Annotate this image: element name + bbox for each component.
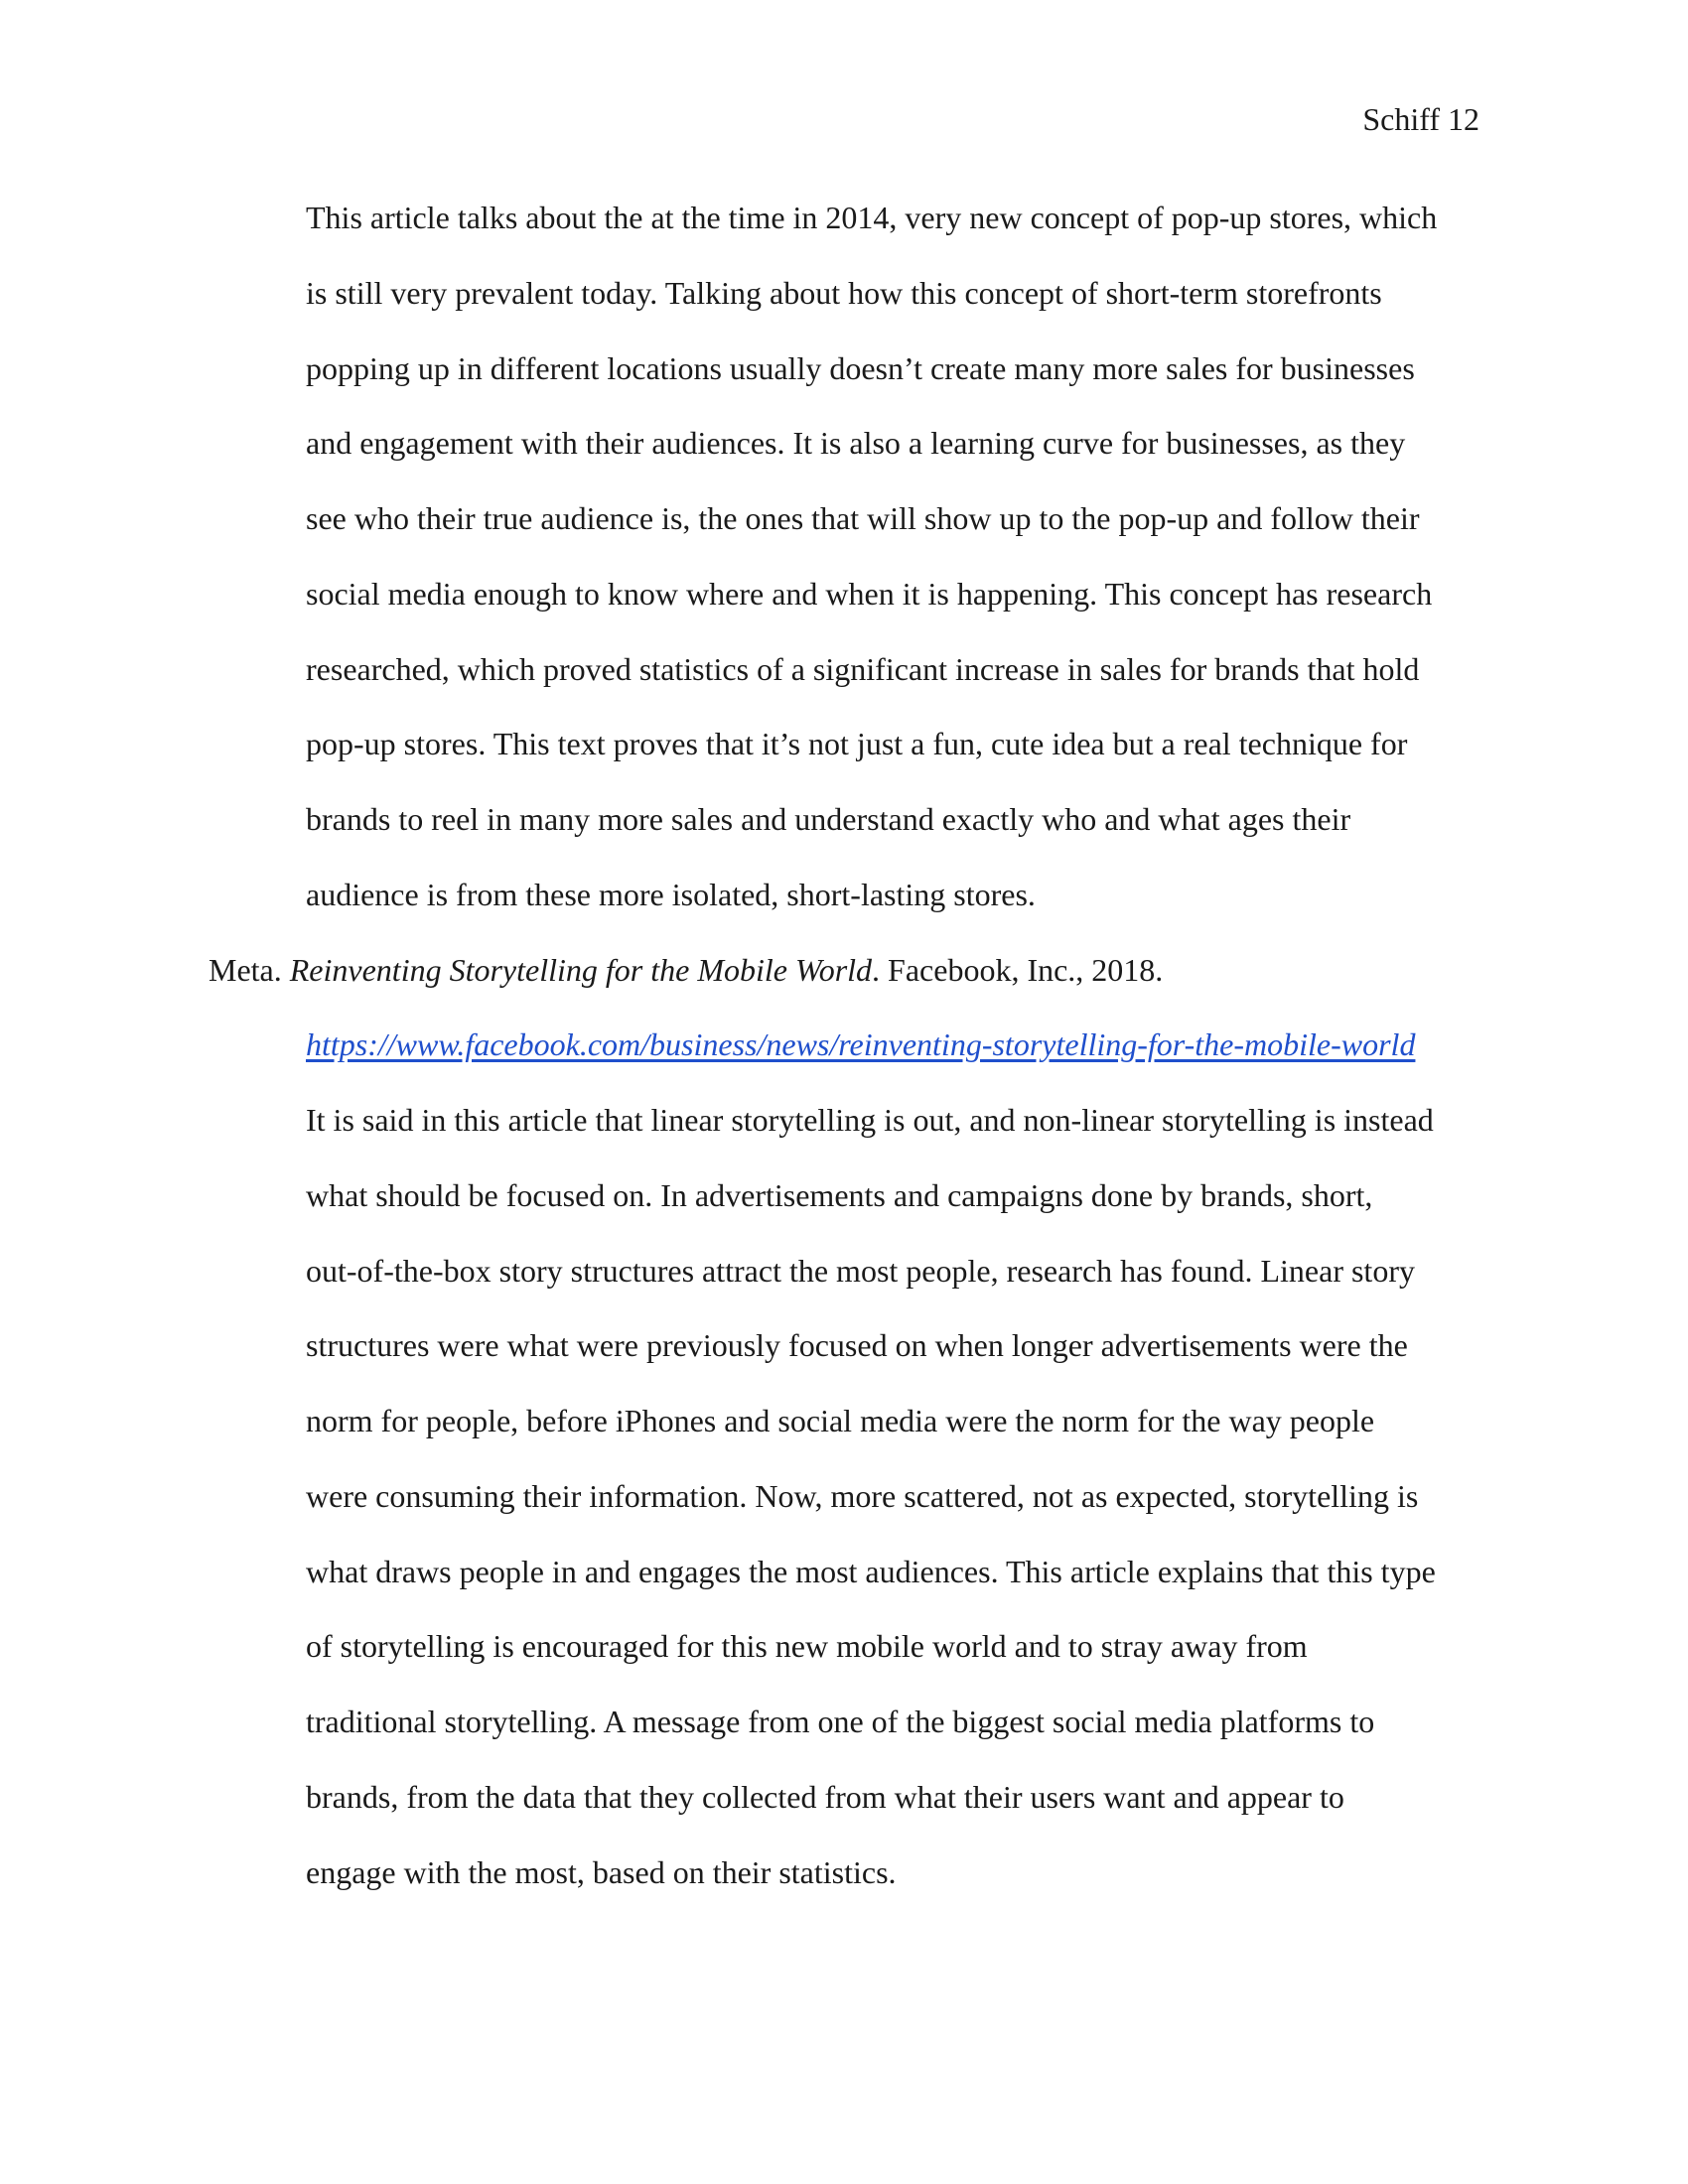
annotation-1-line-6: social media enough to know where and when it is happening. This concept has research [306, 576, 1433, 612]
annotation-1-line-10: audience is from these more isolated, short-lasting stores. [306, 877, 1036, 912]
annotation-2-line-1: It is said in this article that linear storytelling is out, and non-linear storytelling is instead [306, 1102, 1434, 1138]
annotation-2-line-6: were consuming their information. Now, more scattered, not as expected, storytelling is [306, 1478, 1419, 1514]
annotation-2-line-10: brands, from the data that they collected from what their users want and appear to [306, 1779, 1344, 1815]
citation-publisher: . Facebook, Inc., 2018. [872, 952, 1164, 988]
annotation-1-line-7: researched, which proved statistics of a significant increase in sales for brands that hold [306, 651, 1420, 687]
annotation-2-line-4: structures were what were previously focused on when longer advertisements were the [306, 1327, 1408, 1363]
annotation-2-line-8: of storytelling is encouraged for this new mobile world and to stray away from [306, 1628, 1308, 1664]
annotation-1-line-4: and engagement with their audiences. It is also a learning curve for businesses, as they [306, 425, 1406, 461]
annotation-1-line-3: popping up in different locations usually doesn’t create many more sales for businesses [306, 350, 1415, 386]
annotation-1-line-5: see who their true audience is, the ones that will show up to the pop-up and follow their [306, 500, 1420, 536]
citation-url-line [306, 1023, 1415, 1066]
annotation-1-line-9: brands to reel in many more sales and understand exactly who and what ages their [306, 801, 1351, 837]
running-head: Schiff 12 [1362, 101, 1479, 137]
citation-meta [209, 948, 1163, 992]
citation-title: Reinventing Storytelling for the Mobile World [289, 952, 873, 988]
annotation-2-line-11: engage with the most, based on their statistics. [306, 1854, 897, 1890]
annotation-2-line-2: what should be focused on. In advertisements and campaigns done by brands, short, [306, 1177, 1373, 1213]
annotation-2-line-9: traditional storytelling. A message from one of the biggest social media platforms to [306, 1704, 1375, 1739]
annotation-2-line-5: norm for people, before iPhones and social media were the norm for the way people [306, 1403, 1375, 1438]
annotation-2-line-7: what draws people in and engages the most audiences. This article explains that this type [306, 1554, 1436, 1589]
annotation-1-line-1: This article talks about the at the time in 2014, very new concept of pop-up stores, which [306, 200, 1438, 235]
citation-url-link[interactable]: https://www.facebook.com/business/news/reinventing-storytelling-for-the-mobile-world [306, 1026, 1416, 1062]
citation-author: Meta. [209, 952, 290, 988]
annotation-1-line-8: pop-up stores. This text proves that it’s not just a fun, cute idea but a real technique for [306, 726, 1408, 761]
annotation-2-line-3: out-of-the-box story structures attract the most people, research has found. Linear story [306, 1253, 1415, 1289]
annotation-1-line-2: is still very prevalent today. Talking about how this concept of short-term storefronts [306, 275, 1382, 311]
